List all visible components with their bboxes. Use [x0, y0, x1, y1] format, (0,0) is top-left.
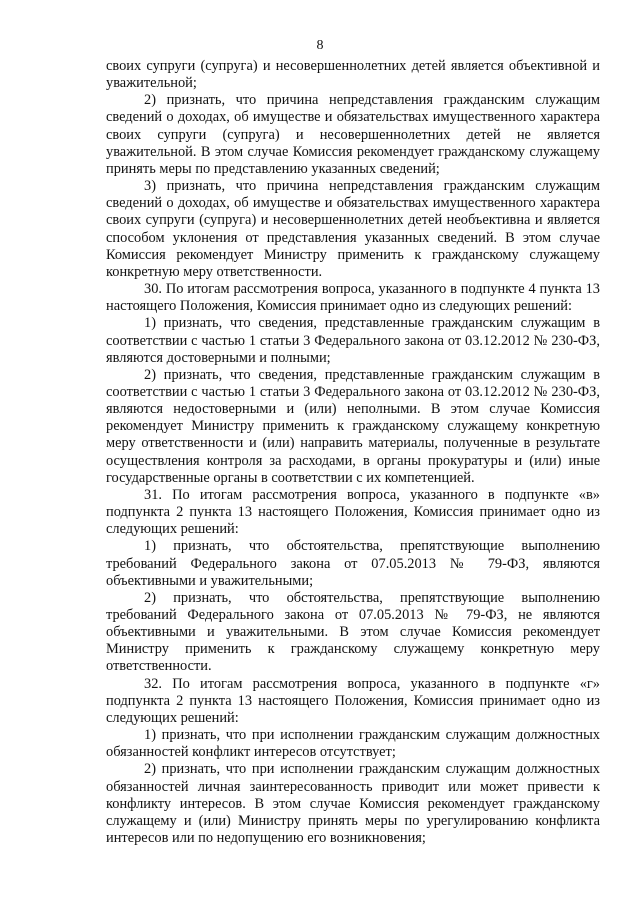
- paragraph-31-item-2: 2) признать, что обстоятельства, препятствующие выполнению требований Федерального закона от 07.05.2013 № 79-ФЗ, не являются объективными и уважительными. В этом случае Комиссия рекомендует Министру применить к гражданскому служащему конкретную меру ответственности.: [106, 589, 600, 675]
- paragraph-30-item-1: 1) признать, что сведения, представленные гражданским служащим в соответствии с частью 1 статьи 3 Федерального закона от 03.12.2012 № 230-ФЗ, являются достоверными и полными;: [106, 315, 600, 366]
- paragraph-continuation: своих супруги (супруга) и несовершеннолетних детей является объективной и уважительной;: [106, 58, 600, 92]
- page-number: 8: [316, 38, 324, 53]
- paragraph-29-item-2: 2) признать, что причина непредставления гражданским служащим сведений о доходах, об имуществе и обязательствах имущественного характера своих супруги (супруга) и несовершеннолетних детей не является уважительной. В этом случае Комиссия рекомендует гражданскому служащему принять меры по представлению указанных сведений;: [106, 92, 600, 177]
- paragraph-31: 31. По итогам рассмотрения вопроса, указанного в подпункте «в» подпункта 2 пункта 13 настоящего Положения, Комиссия принимает одно из следующих решений:: [106, 486, 600, 538]
- paragraph-32-item-1: 1) признать, что при исполнении гражданским служащим должностных обязанностей конфликт интересов отсутствует;: [106, 727, 600, 761]
- paragraph-30: 30. По итогам рассмотрения вопроса, указанного в подпункте 4 пункта 13 настоящего Положения, Комиссия принимает одно из следующих решений:: [106, 281, 600, 315]
- document-body: [106, 58, 600, 847]
- paragraph-32-item-2: 2) признать, что при исполнении гражданским служащим должностных обязанностей личная заинтересованность приводит или может привести к конфликту интересов. В этом случае Комиссия рекомендует гражданскому служащему и (или) Министру принять меры по урегулированию конфликта интересов или по недопущению его возникновения;: [106, 761, 600, 847]
- paragraph-32: 32. По итогам рассмотрения вопроса, указанного в подпункте «г» подпункта 2 пункта 13 настоящего Положения, Комиссия принимает одно из следующих решений:: [106, 675, 600, 726]
- paragraph-29-item-3: 3) признать, что причина непредставления гражданским служащим сведений о доходах, об имуществе и обязательствах имущественного характера своих супруги (супруга) и несовершеннолетних детей необъективна и является способом уклонения от представления указанных сведений. В этом случае Комиссия рекомендует Министру применить к гражданскому служащему конкретную меру ответственности.: [106, 178, 600, 280]
- paragraph-30-item-2: 2) признать, что сведения, представленные гражданским служащим в соответствии с частью 1 статьи 3 Федерального закона от 03.12.2012 № 230-ФЗ, являются недостоверными и (или) неполными. В этом случае Комиссия рекомендует Министру применить к гражданскому служащему конкретную меру ответственности и (или) направить материалы, полученные в результате осуществления контроля за расходами, в органы прокуратуры и (или) иные государственные органы в соответствии с их компетенцией.: [106, 366, 600, 486]
- paragraph-31-item-1: 1) признать, что обстоятельства, препятствующие выполнению требований Федерального закона от 07.05.2013 № 79-ФЗ, являются объективными и уважительными;: [106, 538, 600, 589]
